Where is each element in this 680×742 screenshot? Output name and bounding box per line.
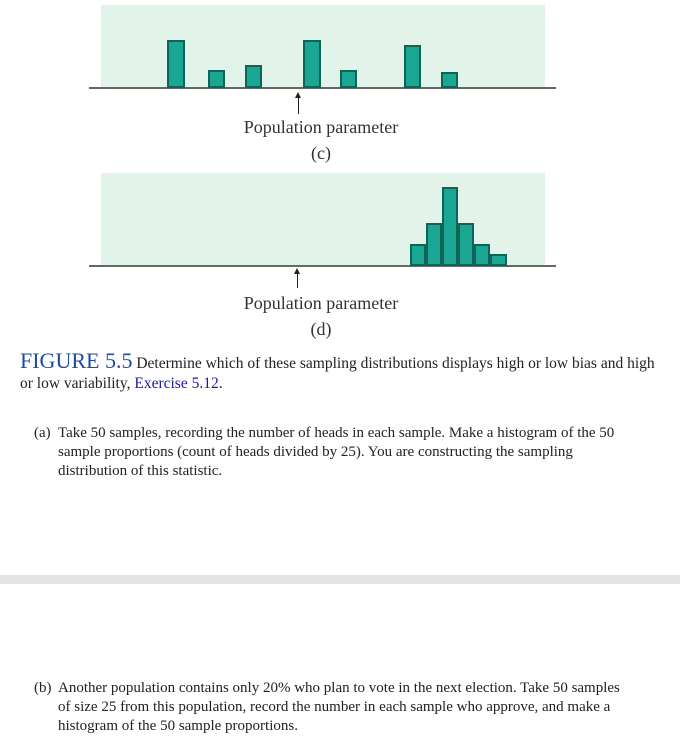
- histogram-bar-c-5: [340, 70, 357, 88]
- figure-caption: [20, 348, 660, 394]
- histogram-bar-d-4: [458, 223, 474, 266]
- figure-caption-end: .: [218, 375, 223, 392]
- histogram-bar-c-7: [441, 72, 458, 88]
- histogram-bar-c-1: [167, 40, 185, 88]
- population-parameter-arrow-c: [293, 92, 305, 114]
- panel-label-d: (d): [310, 319, 332, 339]
- panel-label-c: (c): [311, 143, 331, 163]
- figure-label: FIGURE 5.5: [20, 348, 133, 373]
- exercise-b-text: Another population contains only 20% who plan to vote in the next election. Take 50 samples of size 25 from this population, record the number in each sample who approve, and make a histogram of the 50 sample proportions.: [58, 680, 620, 734]
- histogram-bar-c-6: [404, 45, 421, 88]
- histogram-bar-c-2: [208, 70, 225, 88]
- exercise-a: [34, 424, 634, 481]
- exercise-b-label: (b): [34, 680, 52, 696]
- histogram-bar-c-4: [303, 40, 321, 88]
- panel-c-axis: [89, 87, 556, 89]
- histogram-bar-d-6: [490, 254, 507, 266]
- population-parameter-arrow-d: [292, 268, 304, 288]
- exercise-a-text: Take 50 samples, recording the number of heads in each sample. Make a histogram of the 50 sample proportions (count of heads divided by 25). You are constructing the sampling distribution of this statistic.: [58, 425, 615, 479]
- histogram-bar-c-3: [245, 65, 262, 88]
- exercise-a-label: (a): [34, 425, 51, 441]
- population-parameter-label-d: Population parameter: [243, 293, 399, 313]
- histogram-bar-d-5: [474, 244, 490, 266]
- section-divider: [0, 575, 680, 584]
- histogram-bar-d-2: [426, 223, 442, 266]
- population-parameter-label-c: Population parameter: [243, 117, 399, 137]
- figure-caption-text: Determine which of these sampling distributions displays high or low bias and high or low variability,: [20, 355, 655, 392]
- exercise-b: [34, 679, 634, 736]
- histogram-bar-d-1: [410, 244, 426, 266]
- exercise-link[interactable]: Exercise 5.12: [134, 375, 219, 392]
- histogram-bar-d-3: [442, 187, 458, 266]
